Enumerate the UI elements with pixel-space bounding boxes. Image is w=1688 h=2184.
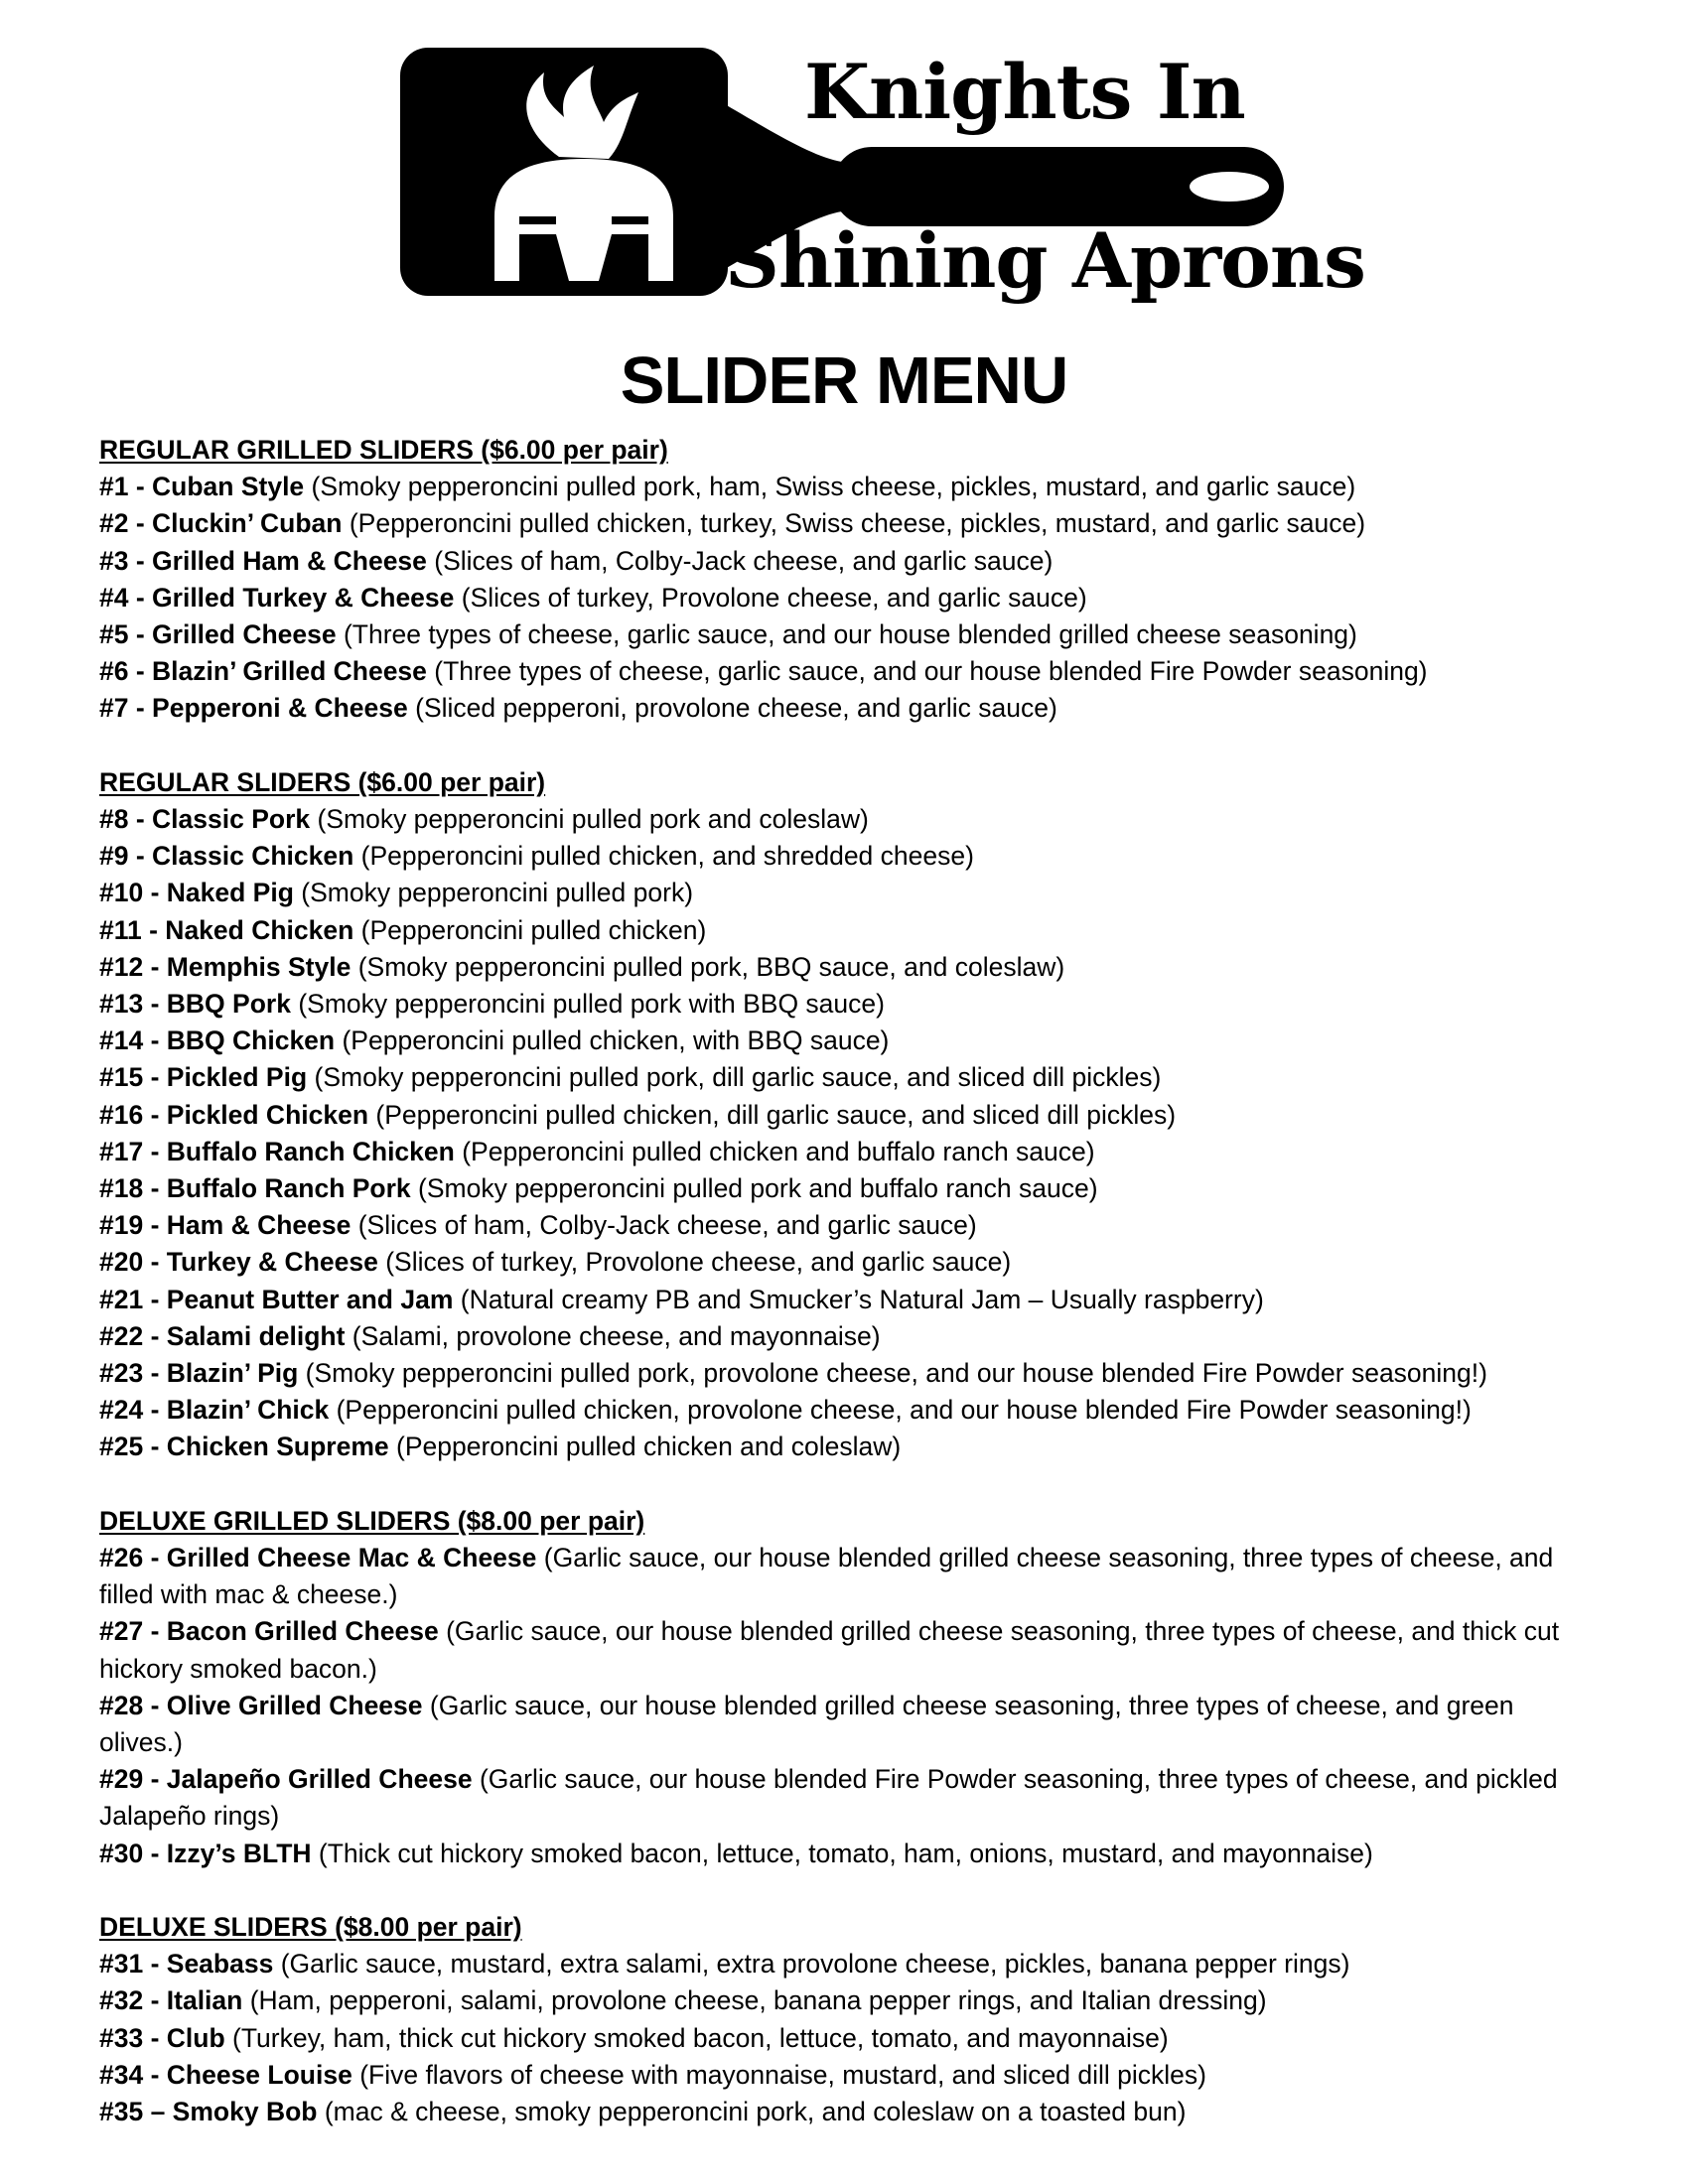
menu-item-name: #16 - Pickled Chicken [99, 1099, 369, 1130]
menu-item-name: #13 - BBQ Pork [99, 989, 291, 1020]
menu-item [99, 580, 1599, 616]
menu-item [99, 2020, 1599, 2057]
menu-item [99, 1355, 1599, 1392]
menu-item [99, 1318, 1599, 1355]
menu-item-description: (Five flavors of cheese with mayonnaise, mustard, and sliced dill pickles) [359, 2059, 1206, 2090]
menu-item [99, 1282, 1599, 1318]
menu-item-name: #35 – Smoky Bob [99, 2097, 318, 2127]
menu-item [99, 801, 1599, 838]
menu-item [99, 1392, 1599, 1429]
menu-item-description: (Slices of turkey, Provolone cheese, and garlic sauce) [461, 582, 1087, 613]
menu-item-name: #17 - Buffalo Ranch Chicken [99, 1136, 455, 1166]
menu-item-name: #33 - Club [99, 2022, 225, 2053]
menu-item-description: (Garlic sauce, our house blended grilled cheese seasoning, three types of cheese, and green olives.) [99, 1690, 1514, 1758]
menu-item-description: (Three types of cheese, garlic sauce, and our house blended Fire Powder seasoning) [434, 656, 1428, 687]
menu-item-description: (Pepperoncini pulled chicken, dill garlic sauce, and sliced dill pickles) [375, 1099, 1177, 1130]
menu-item [99, 1613, 1599, 1687]
menu-item-name: #14 - BBQ Chicken [99, 1025, 336, 1056]
section-header: DELUXE GRILLED SLIDERS ($8.00 per pair) [99, 1505, 645, 1536]
menu-item-name: #32 - Italian [99, 1985, 243, 2016]
menu-section [99, 764, 1599, 1466]
menu-item-description: (Thick cut hickory smoked bacon, lettuce, tomato, ham, onions, mustard, and mayonnaise) [318, 1838, 1373, 1868]
menu-item [99, 2057, 1599, 2094]
menu-item-description: (Garlic sauce, our house blended Fire Powder seasoning, three types of cheese, and pickled Jalapeño rings) [99, 1764, 1558, 1832]
menu-item [99, 1540, 1599, 1613]
menu-item [99, 543, 1599, 580]
menu-item-name: #7 - Pepperoni & Cheese [99, 693, 408, 724]
menu-item-description: (Pepperoncini pulled chicken, turkey, Swiss cheese, pickles, mustard, and garlic sauce) [349, 508, 1366, 539]
menu-item-description: (Slices of ham, Colby-Jack cheese, and garlic sauce) [357, 1210, 977, 1241]
menu-item [99, 1059, 1599, 1096]
menu-item-description: (Pepperoncini pulled chicken) [360, 914, 707, 945]
section-header: REGULAR SLIDERS ($6.00 per pair) [99, 766, 546, 797]
menu-item-name: #21 - Peanut Butter and Jam [99, 1284, 454, 1314]
menu-item [99, 1134, 1599, 1170]
menu-item [99, 986, 1599, 1023]
menu-item-name: #15 - Pickled Pig [99, 1062, 308, 1093]
menu-item [99, 1097, 1599, 1134]
menu-item [99, 838, 1599, 875]
menu-section [99, 1909, 1599, 2130]
menu-item-description: (Pepperoncini pulled chicken, with BBQ sauce) [342, 1025, 890, 1056]
menu-item-name: #10 - Naked Pig [99, 878, 294, 908]
menu-item-description: (mac & cheese, smoky pepperoncini pork, and coleslaw on a toasted bun) [324, 2097, 1187, 2127]
menu-item-name: #3 - Grilled Ham & Cheese [99, 545, 427, 576]
menu-list [99, 432, 1599, 2167]
logo-title-line1: Knights In [804, 48, 1245, 136]
menu-item [99, 875, 1599, 911]
menu-item-description: (Three types of cheese, garlic sauce, and our house blended grilled cheese seasoning) [343, 619, 1357, 650]
menu-item [99, 912, 1599, 949]
menu-item-description: (Garlic sauce, mustard, extra salami, extra provolone cheese, pickles, banana pepper rings) [280, 1949, 1350, 1979]
menu-item-name: #8 - Classic Pork [99, 804, 311, 835]
menu-item-description: (Turkey, ham, thick cut hickory smoked bacon, lettuce, tomato, and mayonnaise) [232, 2022, 1169, 2053]
menu-item [99, 1761, 1599, 1835]
menu-item [99, 1023, 1599, 1059]
menu-item [99, 1946, 1599, 1982]
menu-item-name: #11 - Naked Chicken [99, 914, 354, 945]
menu-item-name: #26 - Grilled Cheese Mac & Cheese [99, 1543, 537, 1573]
menu-item [99, 1836, 1599, 1872]
menu-item [99, 616, 1599, 653]
logo [395, 38, 1365, 306]
menu-item-description: (Salami, provolone cheese, and mayonnaise) [352, 1320, 881, 1351]
menu-item [99, 653, 1599, 690]
menu-item [99, 2094, 1599, 2130]
menu-item-description: (Slices of turkey, Provolone cheese, and garlic sauce) [385, 1247, 1012, 1278]
menu-item-name: #5 - Grilled Cheese [99, 619, 337, 650]
menu-item-name: #1 - Cuban Style [99, 472, 305, 502]
section-header: DELUXE SLIDERS ($8.00 per pair) [99, 1912, 522, 1943]
menu-item-name: #9 - Classic Chicken [99, 841, 354, 872]
menu-item-name: #23 - Blazin’ Pig [99, 1358, 299, 1389]
menu-item [99, 1207, 1599, 1244]
menu-section [99, 432, 1599, 728]
menu-item-description: (Smoky pepperoncini pulled pork, provolone cheese, and our house blended Fire Powder seasoning!) [305, 1358, 1487, 1389]
menu-item-name: #19 - Ham & Cheese [99, 1210, 352, 1241]
menu-item-description: (Smoky pepperoncini pulled pork, dill garlic sauce, and sliced dill pickles) [314, 1062, 1162, 1093]
menu-item-name: #34 - Cheese Louise [99, 2059, 352, 2090]
menu-item-name: #30 - Izzy’s BLTH [99, 1838, 312, 1868]
menu-item-name: #18 - Buffalo Ranch Pork [99, 1173, 411, 1204]
menu-item [99, 1982, 1599, 2019]
menu-item [99, 505, 1599, 542]
menu-item-name: #20 - Turkey & Cheese [99, 1247, 378, 1278]
menu-item-description: (Smoky pepperoncini pulled pork with BBQ sauce) [298, 989, 885, 1020]
section-header: REGULAR GRILLED SLIDERS ($6.00 per pair) [99, 435, 668, 465]
menu-item-description: (Smoky pepperoncini pulled pork, ham, Swiss cheese, pickles, mustard, and garlic sauce) [311, 472, 1356, 502]
menu-section [99, 1503, 1599, 1872]
menu-item-name: #24 - Blazin’ Chick [99, 1395, 330, 1426]
menu-item [99, 1170, 1599, 1207]
menu-item [99, 1429, 1599, 1465]
menu-item-name: #27 - Bacon Grilled Cheese [99, 1616, 439, 1647]
menu-item-description: (Pepperoncini pulled chicken, and shredded cheese) [360, 841, 974, 872]
menu-item-description: (Pepperoncini pulled chicken and coleslaw) [396, 1432, 902, 1462]
menu-item-description: (Ham, pepperoni, salami, provolone cheese, banana pepper rings, and Italian dressing) [249, 1985, 1267, 2016]
menu-item-name: #25 - Chicken Supreme [99, 1432, 389, 1462]
menu-item [99, 1688, 1599, 1761]
menu-item [99, 690, 1599, 727]
menu-item-description: (Sliced pepperoni, provolone cheese, and garlic sauce) [415, 693, 1057, 724]
page-title: SLIDER MENU [620, 343, 1068, 418]
menu-item-description: (Smoky pepperoncini pulled pork) [301, 878, 694, 908]
menu-item-description: (Smoky pepperoncini pulled pork and coleslaw) [317, 804, 869, 835]
menu-item-name: #22 - Salami delight [99, 1320, 346, 1351]
logo-title-line2: Shining Aprons [725, 216, 1365, 305]
menu-item-description: (Natural creamy PB and Smucker’s Natural Jam – Usually raspberry) [460, 1284, 1264, 1314]
menu-item-name: #28 - Olive Grilled Cheese [99, 1690, 423, 1720]
menu-item-name: #2 - Cluckin’ Cuban [99, 508, 343, 539]
menu-item-description: (Slices of ham, Colby-Jack cheese, and garlic sauce) [434, 545, 1054, 576]
menu-item-name: #29 - Jalapeño Grilled Cheese [99, 1764, 473, 1795]
menu-item-name: #12 - Memphis Style [99, 951, 352, 982]
menu-item-description: (Pepperoncini pulled chicken, provolone cheese, and our house blended Fire Powder seasoning!) [336, 1395, 1472, 1426]
menu-item [99, 1244, 1599, 1281]
menu-item-name: #6 - Blazin’ Grilled Cheese [99, 656, 427, 687]
menu-item-description: (Garlic sauce, our house blended grilled cheese seasoning, three types of cheese, and filled with mac & cheese.) [99, 1543, 1554, 1610]
menu-item [99, 469, 1599, 505]
menu-item-name: #31 - Seabass [99, 1949, 274, 1979]
menu-item-name: #4 - Grilled Turkey & Cheese [99, 582, 455, 613]
menu-item-description: (Smoky pepperoncini pulled pork, BBQ sauce, and coleslaw) [357, 951, 1065, 982]
menu-item [99, 949, 1599, 986]
menu-item-description: (Pepperoncini pulled chicken and buffalo ranch sauce) [462, 1136, 1095, 1166]
menu-item-description: (Smoky pepperoncini pulled pork and buffalo ranch sauce) [418, 1173, 1098, 1204]
menu-item-description: (Garlic sauce, our house blended grilled cheese seasoning, three types of cheese, and thick cut hickory smoked bacon.) [99, 1616, 1560, 1684]
